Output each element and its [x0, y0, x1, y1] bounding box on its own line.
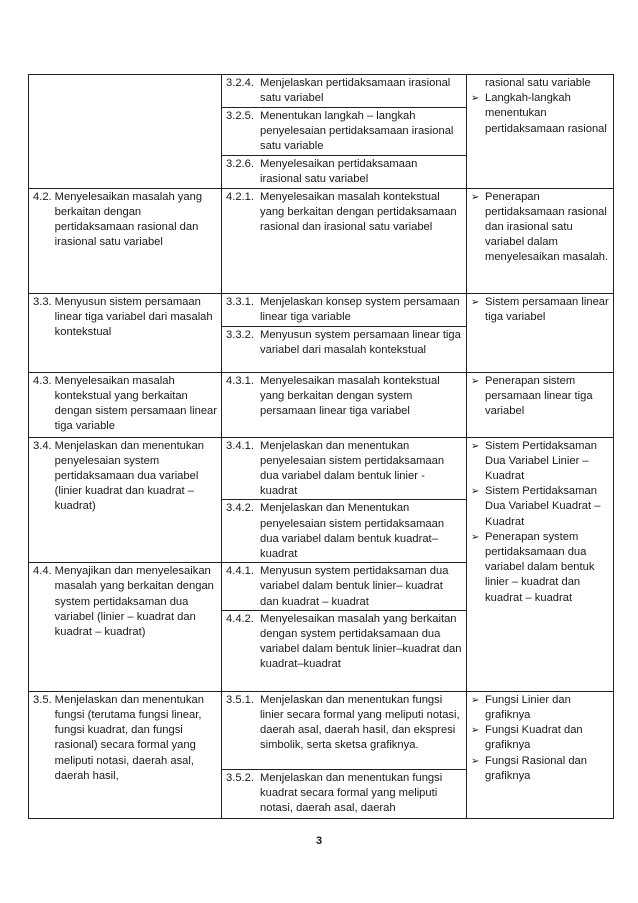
table-row	[29, 372, 614, 437]
indicator-cell: 3.5.1. Menjelaskan dan menentukan fungsi linier secara formal yang meliputi notasi, daerah asal, daerah hasil, dan ekspresi simbolik, serta sketsa grafiknya.	[222, 691, 467, 769]
material-item: Langkah-langkah menentukan pertidaksamaan rasional	[485, 92, 607, 135]
table-row	[29, 293, 614, 326]
kd-cell: 3.3. Menyusun sistem persamaan linear tiga variabel dari masalah kontekstual	[29, 293, 222, 372]
material-item: Fungsi Rasional dan grafiknya	[485, 754, 587, 782]
kd-cell: 3.4. Menjelaskan dan menentukan penyelesaian system pertidaksamaan dua variabel (linier kuadrat dan kuadrat – kuadrat)	[29, 437, 222, 563]
material-item: Penerapan sistem persamaan linear tiga variabel	[485, 374, 593, 418]
indicator-cell: 3.3.2. Menyusun system persamaan linear tiga variabel dari masalah kontekstual	[222, 326, 467, 372]
table-row	[29, 75, 614, 108]
bullet-arrow-icon: ➢	[471, 694, 480, 706]
kd-cell: 4.2. Menyelesaikan masalah yang berkaitan dengan pertidaksamaan rasional dan irasional satu variabel	[29, 188, 222, 293]
material-item: Penerapan system pertidaksamaan dua variabel dalam bentuk linier – kuadrat dan kuadrat – kuadrat	[485, 530, 595, 604]
indicator-cell: 4.2.1. Menyelesaikan masalah kontekstual yang berkaitan dengan pertidaksamaan rasional dan irasional satu variabel	[222, 188, 467, 293]
material-cell	[467, 372, 614, 437]
indicator-cell: 3.3.1. Menjelaskan konsep system persamaan linear tiga variable	[222, 293, 467, 326]
table-row	[29, 691, 614, 769]
material-cell	[467, 293, 614, 372]
bullet-arrow-icon: ➢	[471, 296, 480, 308]
material-item: Sistem Pertidaksaman Dua Variabel Kuadrat – Kuadrat	[485, 485, 601, 528]
material-item-continued: rasional satu variable	[485, 77, 591, 89]
kd-cell-empty	[29, 75, 222, 189]
material-cell	[467, 188, 614, 293]
material-item: Fungsi Kuadrat dan grafiknya	[485, 724, 583, 752]
kd-cell: 4.3. Menyelesaikan masalah kontekstual yang berkaitan dengan sistem persamaan linear tiga variable	[29, 372, 222, 437]
table-row	[29, 188, 614, 293]
table-row	[29, 437, 614, 500]
material-item: Sistem persamaan linear tiga variabel	[485, 295, 609, 323]
material-item: Fungsi Linier dan grafiknya	[485, 693, 571, 722]
indicator-cell: 3.2.4. Menjelaskan pertidaksamaan irasional satu variabel	[222, 75, 467, 108]
bullet-arrow-icon: ➢	[471, 191, 480, 203]
page-number: 3	[315, 835, 323, 847]
indicator-cell: 3.4.2. Menjelaskan dan Menentukan penyelesaian sistem pertidaksamaan dua variabel dalam bentuk kuadrat–kuadrat	[222, 500, 467, 563]
indicator-cell: 3.2.5. Menentukan langkah – langkah penyelesaian pertidaksamaan irasional satu variable	[222, 108, 467, 156]
indicator-cell: 3.2.6. Menyelesaikan pertidaksamaan irasional satu variabel	[222, 155, 467, 188]
indicator-cell: 4.3.1. Menyelesaikan masalah kontekstual yang berkaitan dengan system persamaan linear tiga variabel	[222, 372, 467, 437]
bullet-arrow-icon: ➢	[471, 375, 480, 387]
bullet-arrow-icon: ➢	[471, 531, 480, 543]
bullet-arrow-icon: ➢	[471, 486, 480, 498]
kd-cell: 4.4. Menyajikan dan menyelesaikan masalah yang berkaitan dengan system pertidaksaman dua variabel (linier – kuadrat dan kuadrat – kuadrat)	[29, 563, 222, 692]
material-cell	[467, 691, 614, 818]
indicator-cell: 4.4.2. Menyelesaikan masalah yang berkaitan dengan system pertidaksamaan dua variabel dalam bentuk linier–kuadrat dan kuadrat–kuadrat	[222, 610, 467, 691]
material-cell	[467, 437, 614, 691]
indicator-cell: 3.4.1. Menjelaskan dan menentukan penyelesaian sistem pertidaksamaan dua variabel dalam bentuk linier - kuadrat	[222, 437, 467, 500]
material-cell	[467, 75, 614, 189]
material-item: Penerapan pertidaksamaan rasional dan irasional satu variabel dalam menyelesaikan masalah.	[485, 190, 609, 264]
kd-cell: 3.5. Menjelaskan dan menentukan fungsi (terutama fungsi linear, fungsi kuadrat, dan fungsi rasional) secara formal yang meliputi notasi, daerah asal, daerah hasil,	[29, 691, 222, 818]
indicator-cell: 3.5.2. Menjelaskan dan menentukan fungsi kuadrat secara formal yang meliputi notasi, daerah asal, daerah	[222, 769, 467, 818]
bullet-arrow-icon: ➢	[471, 725, 480, 737]
curriculum-table	[28, 74, 614, 819]
bullet-arrow-icon: ➢	[471, 93, 480, 105]
indicator-cell: 4.4.1. Menyusun system pertidaksaman dua variabel dalam bentuk linier– kuadrat dan kuadrat – kuadrat	[222, 563, 467, 611]
bullet-arrow-icon: ➢	[471, 440, 480, 452]
material-item: Sistem Pertidaksaman Dua Variabel Linier – Kuadrat	[485, 439, 597, 483]
bullet-arrow-icon: ➢	[471, 755, 480, 767]
